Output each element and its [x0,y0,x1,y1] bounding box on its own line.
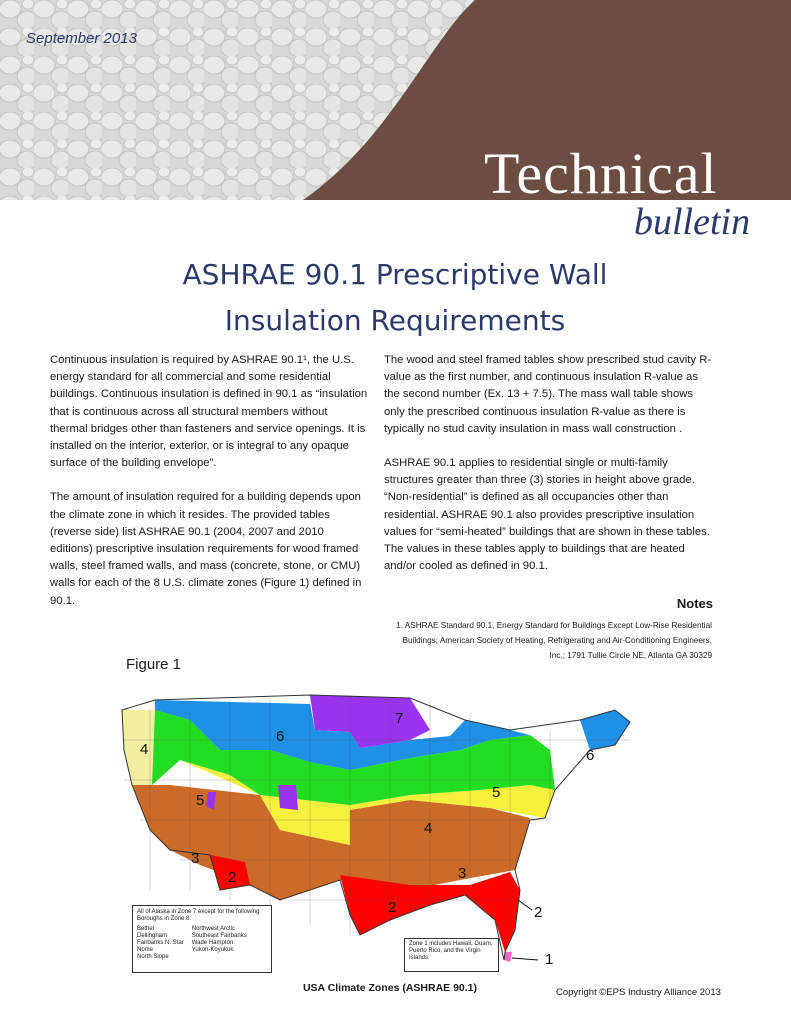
zone-label-6: 6 [276,728,285,745]
paragraph: The amount of insulation required for a building depends upon the climate zone in which it resides. The provided tables (reverse side) list ASHRAE 90.1 (2004, 2007 and 2010 editions) prescriptive insulation requirements for wood framed walls, steel framed walls, and mass (concrete, stone, or CMU) walls for each of the 8 U.S. climate zones (Figure 1) defined in 90.1. [50,491,362,607]
zone-label-6: 6 [586,747,595,764]
borough: North Slope [137,954,169,960]
alaska-note-box [132,905,272,973]
paragraph: ASHRAE 90.1 applies to residential single or multi-family structures greater than three (3) stories in height above grade. “Non-residential” is defined as all occupancies other than residential. ASHRAE 90.1 also provides prescriptive insulation values for “semi-heated” buildings that are shown in these tables. The values in these tables apply to buildings that are heated and/or cooled as defined in 90.1. [384,457,710,573]
body-column-right [384,352,714,592]
copyright: Copyright ©EPS Industry Alliance 2013 [556,987,721,998]
borough: Southeast Fairbanks [191,933,247,939]
zone-label-2: 2 [228,869,237,886]
zone-label-5: 5 [196,792,205,809]
notes-heading: Notes [676,596,713,611]
borough: Yukon-Koyukuk [191,947,234,953]
figure-caption: USA Climate Zones (ASHRAE 90.1) [302,982,478,994]
zone-label-4: 4 [140,741,149,758]
zone-label-1: 1 [545,951,554,968]
header-banner [0,0,791,206]
zone-1-note-box: Zone 1 includes Hawaii, Guam, Puerto Rico, and the Virgin Islands [404,938,499,972]
zone-label-2: 2 [388,899,397,916]
issue-date: September 2013 [26,30,137,47]
paragraph: The wood and steel framed tables show prescribed stud cavity R-value as the first number, and continuous insulation R-value as the second number (Ex. 13 + 7.5). The mass wall table shows only the prescribed continuous insulation R-value as there is typically no stud cavity insulation in mass wall construction . [384,354,712,435]
borough: Northwest Arctic [191,926,236,932]
title-line-1: ASHRAE 90.1 Prescriptive Wall [182,258,608,291]
zone-label-3: 3 [191,850,200,867]
figure-label: Figure 1 [126,656,182,673]
paragraph: Continuous insulation is required by ASHRAE 90.1¹, the U.S. energy standard for all commercial and some residential buildings. Continuous insulation is defined in 90.1 as “insulation that is continuous across all structural members without thermal bridges other than fasteners and service openings. It is installed on the interior, exterior, or is integral to any opaque surface of the building envelope”. [50,354,368,470]
zone-label-7: 7 [395,710,404,727]
borough: Nome [137,947,154,953]
brand-subtitle: bulletin [634,201,751,243]
title-line-2: Insulation Requirements [224,304,566,337]
zone-label-3: 3 [458,865,467,882]
brand-title: Technical [484,141,718,206]
page-title [100,252,690,344]
borough: Bethel [137,926,155,932]
borough: Dellingham [137,933,168,939]
alaska-intro: All of Alaska in Zone 7 except for the following Boroughs in Zone 8: [137,909,260,922]
zone-2-leader [518,900,532,910]
zone-1-leader [512,958,538,960]
zone-label-4: 4 [424,820,433,837]
body-column-left [50,352,368,627]
borough: Wade Hampton [191,940,234,946]
notes-text: 1. ASHRAE Standard 90.1, Energy Standard for Buildings Except Low-Rise Residential Buildings; American Society of Heating, Refrigerating and Air-Conditioning Engineers, Inc.; 1791 Tullie Circle NE, Atlanta GA 30329 [396,621,712,660]
zone-label-5: 5 [492,784,501,801]
zone-label-2: 2 [534,904,543,921]
borough: Fairbanks N. Star [137,940,184,946]
